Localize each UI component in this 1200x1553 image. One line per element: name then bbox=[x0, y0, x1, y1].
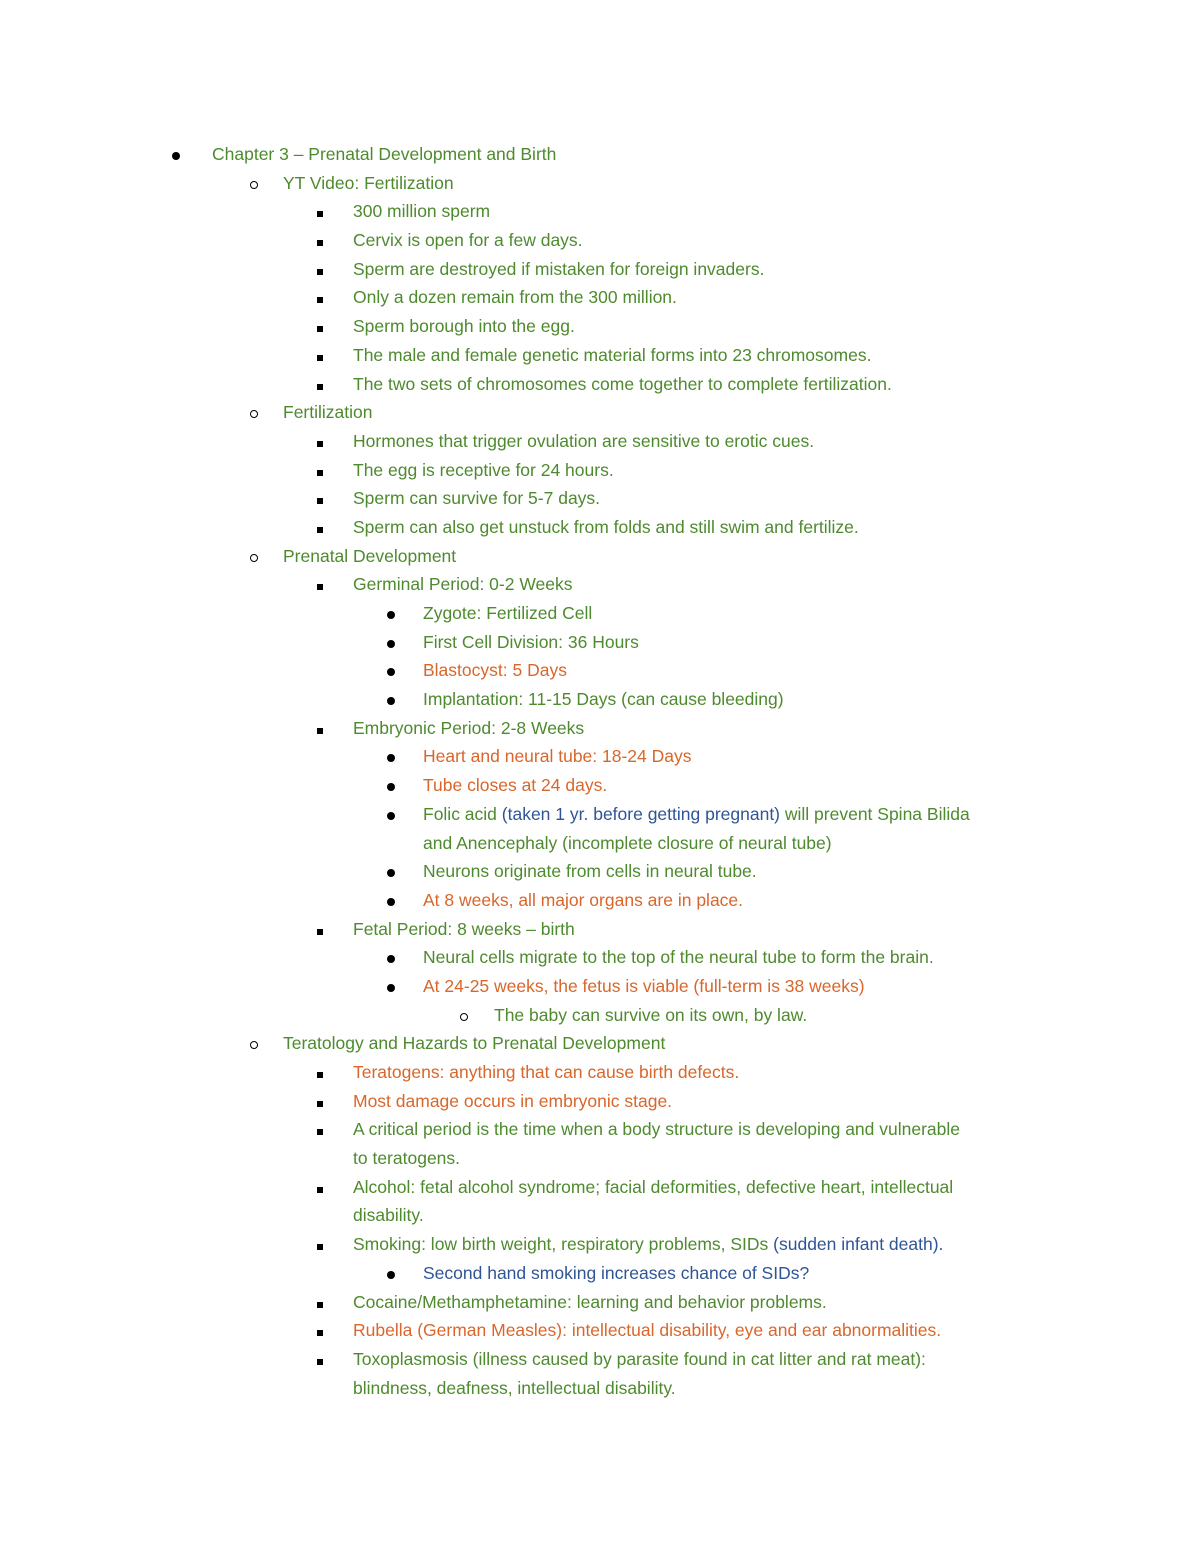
outline-line bbox=[0, 1316, 1200, 1345]
text-segment: Sperm are destroyed if mistaken for foreign invaders. bbox=[353, 258, 765, 279]
circle-bullet-icon bbox=[460, 1001, 468, 1029]
text-segment: Neurons originate from cells in neural tube. bbox=[423, 861, 757, 882]
text-segment: Alcohol: fetal alcohol syndrome; facial deformities, defective heart, intellectual bbox=[353, 1176, 954, 1197]
outline-text bbox=[353, 915, 575, 943]
outline-line bbox=[0, 1115, 1200, 1144]
text-segment: Neural cells migrate to the top of the neural tube to form the brain. bbox=[423, 947, 934, 968]
outline-line bbox=[0, 513, 1200, 542]
text-segment: Zygote: Fertilized Cell bbox=[423, 603, 593, 623]
outline-text bbox=[423, 771, 607, 799]
text-segment: Sperm borough into the egg. bbox=[353, 316, 575, 337]
text-segment: disability. bbox=[353, 1205, 424, 1226]
circle-bullet-icon bbox=[250, 398, 258, 426]
text-segment: Toxoplasmosis (illness caused by parasite found in cat litter and rat meat): bbox=[353, 1348, 926, 1369]
text-segment: A critical period is the time when a body structure is developing and vulnerable bbox=[353, 1119, 961, 1140]
outline-text bbox=[353, 1201, 424, 1229]
outline-line bbox=[0, 341, 1200, 370]
square-bullet-icon bbox=[317, 1230, 323, 1258]
outline-line bbox=[0, 484, 1200, 513]
text-segment: Second hand smoking increases chance of SIDs? bbox=[423, 1262, 810, 1283]
text-segment: Prenatal Development bbox=[283, 545, 457, 566]
outline-text bbox=[283, 542, 456, 570]
outline-text bbox=[353, 1173, 953, 1201]
document-outline bbox=[0, 140, 1200, 1402]
outline-text bbox=[423, 742, 692, 770]
outline-text bbox=[353, 370, 892, 398]
text-segment: The male and female genetic material forms into 23 chromosomes. bbox=[353, 344, 872, 365]
text-segment: Teratology and Hazards to Prenatal Development bbox=[283, 1033, 666, 1054]
outline-text bbox=[353, 312, 575, 340]
text-segment: Implantation: 11-15 Days (can cause bleeding) bbox=[423, 689, 784, 710]
outline-line bbox=[0, 656, 1200, 685]
text-segment: The baby can survive on its own, by law. bbox=[494, 1004, 808, 1025]
square-bullet-icon bbox=[317, 714, 323, 742]
outline-text bbox=[353, 1144, 460, 1172]
outline-line bbox=[0, 1288, 1200, 1317]
outline-text bbox=[423, 857, 757, 885]
dot-bullet-icon bbox=[387, 628, 395, 656]
text-segment: blindness, deafness, intellectual disability. bbox=[353, 1377, 676, 1398]
outline-line bbox=[0, 1201, 1200, 1230]
outline-text bbox=[423, 886, 743, 914]
outline-line bbox=[0, 169, 1200, 198]
dot-bullet-icon bbox=[387, 943, 395, 971]
square-bullet-icon bbox=[317, 1288, 323, 1316]
square-bullet-icon bbox=[317, 570, 323, 598]
outline-text bbox=[353, 1087, 672, 1115]
square-bullet-icon bbox=[317, 255, 323, 283]
square-bullet-icon bbox=[317, 427, 323, 455]
outline-text bbox=[353, 341, 871, 369]
outline-line bbox=[0, 628, 1200, 657]
outline-line bbox=[0, 1029, 1200, 1058]
dot-bullet-icon bbox=[387, 771, 395, 799]
outline-text bbox=[353, 197, 490, 225]
outline-text bbox=[353, 1058, 739, 1086]
outline-line bbox=[0, 1144, 1200, 1173]
outline-line bbox=[0, 943, 1200, 972]
outline-line bbox=[0, 226, 1200, 255]
text-segment: Germinal Period: 0-2 Weeks bbox=[353, 574, 573, 595]
outline-line bbox=[0, 972, 1200, 1001]
square-bullet-icon bbox=[317, 312, 323, 340]
circle-bullet-icon bbox=[250, 169, 258, 197]
text-segment: Most damage occurs in embryonic stage. bbox=[353, 1090, 673, 1111]
outline-line bbox=[0, 1345, 1200, 1374]
outline-text bbox=[494, 1001, 807, 1029]
text-segment: The egg is receptive for 24 hours. bbox=[353, 459, 614, 480]
square-bullet-icon bbox=[317, 341, 323, 369]
outline-text bbox=[353, 1345, 926, 1373]
text-segment: Hormones that trigger ovulation are sensitive to erotic cues. bbox=[353, 430, 815, 451]
outline-line bbox=[0, 255, 1200, 284]
text-segment: Folic acid bbox=[423, 803, 502, 824]
outline-text bbox=[353, 513, 859, 541]
outline-text bbox=[283, 169, 454, 197]
dot-bullet-icon bbox=[172, 140, 180, 168]
square-bullet-icon bbox=[317, 1173, 323, 1201]
text-segment: to teratogens. bbox=[353, 1148, 461, 1169]
circle-bullet-icon bbox=[250, 542, 258, 570]
dot-bullet-icon bbox=[387, 1259, 395, 1287]
dot-bullet-icon bbox=[387, 656, 395, 684]
text-segment: Chapter 3 – Prenatal Development and Birth bbox=[212, 144, 557, 164]
outline-text bbox=[353, 570, 573, 598]
outline-line bbox=[0, 456, 1200, 485]
square-bullet-icon bbox=[317, 1115, 323, 1143]
outline-line bbox=[0, 714, 1200, 743]
outline-line bbox=[0, 197, 1200, 226]
outline-line bbox=[0, 915, 1200, 944]
outline-text bbox=[283, 398, 372, 426]
outline-text bbox=[423, 656, 567, 684]
outline-text bbox=[353, 1374, 676, 1402]
outline-text bbox=[423, 599, 592, 627]
outline-text bbox=[212, 140, 556, 168]
text-segment: At 8 weeks, all major organs are in place. bbox=[423, 889, 744, 910]
text-segment: YT Video: Fertilization bbox=[283, 172, 454, 193]
square-bullet-icon bbox=[317, 370, 323, 398]
outline-text bbox=[423, 628, 639, 656]
square-bullet-icon bbox=[317, 197, 323, 225]
square-bullet-icon bbox=[317, 226, 323, 254]
text-segment: Cocaine/Methamphetamine: learning and behavior problems. bbox=[353, 1291, 827, 1312]
outline-text bbox=[423, 972, 865, 1000]
outline-line bbox=[0, 427, 1200, 456]
outline-line bbox=[0, 1001, 1200, 1030]
outline-line bbox=[0, 312, 1200, 341]
square-bullet-icon bbox=[317, 1316, 323, 1344]
outline-line bbox=[0, 283, 1200, 312]
text-segment: Blastocyst: 5 Days bbox=[423, 660, 567, 681]
outline-line bbox=[0, 1173, 1200, 1202]
outline-line bbox=[0, 771, 1200, 800]
text-segment: Cervix is open for a few days. bbox=[353, 230, 583, 251]
text-segment: Rubella (German Measles): intellectual disability, eye and ear abnormalities. bbox=[353, 1320, 942, 1341]
text-segment: Tube closes at 24 days. bbox=[423, 775, 608, 796]
outline-line bbox=[0, 1259, 1200, 1288]
outline-line bbox=[0, 1058, 1200, 1087]
text-segment: Fertilization bbox=[283, 402, 373, 423]
square-bullet-icon bbox=[317, 1058, 323, 1086]
text-segment: At 24-25 weeks, the fetus is viable (full-term is 38 weeks) bbox=[423, 975, 865, 996]
outline-line bbox=[0, 829, 1200, 858]
square-bullet-icon bbox=[317, 513, 323, 541]
dot-bullet-icon bbox=[387, 972, 395, 1000]
outline-text bbox=[353, 1230, 943, 1258]
text-segment: and Anencephaly (incomplete closure of neural tube) bbox=[423, 832, 832, 853]
outline-line bbox=[0, 800, 1200, 829]
text-segment: will prevent Spina Bilida bbox=[780, 803, 970, 824]
text-segment: First Cell Division: 36 Hours bbox=[423, 631, 639, 652]
text-segment: Sperm can also get unstuck from folds and still swim and fertilize. bbox=[353, 516, 859, 537]
text-segment: 300 million sperm bbox=[353, 201, 491, 222]
dot-bullet-icon bbox=[387, 742, 395, 770]
text-segment: (sudden infant death). bbox=[773, 1234, 944, 1255]
text-segment: Heart and neural tube: 18-24 Days bbox=[423, 746, 692, 767]
square-bullet-icon bbox=[317, 456, 323, 484]
outline-text bbox=[353, 1288, 827, 1316]
outline-text bbox=[353, 226, 583, 254]
dot-bullet-icon bbox=[387, 886, 395, 914]
square-bullet-icon bbox=[317, 1345, 323, 1373]
outline-text bbox=[353, 255, 764, 283]
outline-text bbox=[353, 456, 614, 484]
square-bullet-icon bbox=[317, 484, 323, 512]
text-segment: Smoking: low birth weight, respiratory problems, SIDs bbox=[353, 1234, 774, 1255]
outline-line bbox=[0, 1087, 1200, 1116]
outline-line bbox=[0, 857, 1200, 886]
text-segment: Fetal Period: 8 weeks – birth bbox=[353, 918, 575, 939]
outline-line bbox=[0, 542, 1200, 571]
dot-bullet-icon bbox=[387, 685, 395, 713]
outline-text bbox=[353, 1316, 941, 1344]
text-segment: The two sets of chromosomes come together to complete fertilization. bbox=[353, 373, 892, 394]
square-bullet-icon bbox=[317, 283, 323, 311]
outline-line bbox=[0, 370, 1200, 399]
outline-line bbox=[0, 886, 1200, 915]
text-segment: Only a dozen remain from the 300 million. bbox=[353, 287, 677, 308]
outline-text bbox=[353, 283, 677, 311]
outline-line bbox=[0, 398, 1200, 427]
dot-bullet-icon bbox=[387, 800, 395, 828]
outline-text bbox=[353, 484, 600, 512]
text-segment: Embryonic Period: 2-8 Weeks bbox=[353, 717, 585, 738]
text-segment: Sperm can survive for 5-7 days. bbox=[353, 488, 601, 509]
circle-bullet-icon bbox=[250, 1029, 258, 1057]
outline-line bbox=[0, 742, 1200, 771]
outline-text bbox=[353, 1115, 960, 1143]
dot-bullet-icon bbox=[387, 857, 395, 885]
outline-line bbox=[0, 1374, 1200, 1403]
outline-line bbox=[0, 570, 1200, 599]
outline-text bbox=[353, 714, 584, 742]
outline-text bbox=[423, 685, 784, 713]
outline-text bbox=[423, 829, 832, 857]
dot-bullet-icon bbox=[387, 599, 395, 627]
outline-text bbox=[423, 1259, 809, 1287]
outline-line bbox=[0, 1230, 1200, 1259]
outline-text bbox=[423, 800, 970, 828]
text-segment: (taken 1 yr. before getting pregnant) bbox=[501, 803, 781, 824]
square-bullet-icon bbox=[317, 915, 323, 943]
outline-line bbox=[0, 685, 1200, 714]
text-segment: Teratogens: anything that can cause birth defects. bbox=[353, 1062, 740, 1082]
outline-text bbox=[423, 943, 934, 971]
square-bullet-icon bbox=[317, 1087, 323, 1115]
outline-text bbox=[353, 427, 814, 455]
outline-line bbox=[0, 599, 1200, 628]
outline-line bbox=[0, 140, 1200, 169]
outline-text bbox=[283, 1029, 665, 1057]
